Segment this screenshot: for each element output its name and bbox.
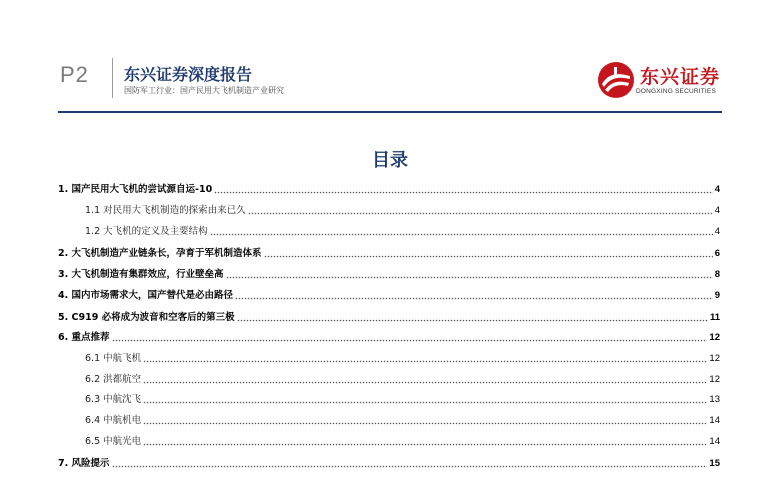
toc-entry[interactable] bbox=[58, 242, 720, 260]
toc-entry[interactable] bbox=[58, 452, 720, 470]
toc-entry-page: 9 bbox=[714, 290, 720, 301]
toc-entry-page: 8 bbox=[714, 269, 720, 280]
toc-dot-leader bbox=[214, 186, 713, 194]
toc-dot-leader bbox=[112, 334, 708, 342]
page-number: P2 bbox=[60, 62, 89, 87]
toc-dot-leader bbox=[237, 314, 708, 322]
toc-title: 目录 bbox=[372, 150, 408, 171]
toc-entry-label: 1.1 对民用大飞机制造的探索由来已久 bbox=[85, 205, 246, 216]
toc-entry[interactable] bbox=[85, 199, 720, 217]
toc-entry-page: 4 bbox=[714, 226, 720, 237]
toc-dot-leader bbox=[264, 250, 713, 258]
toc-entry-page: 15 bbox=[709, 458, 720, 469]
toc-entry[interactable] bbox=[85, 388, 720, 406]
logo-emblem-icon bbox=[596, 60, 636, 100]
toc-entry-label: 2. 大飞机制造产业链条长，孕育于军机制造体系 bbox=[58, 248, 262, 259]
toc-entry-label: 5. C919 必将成为波音和空客后的第三极 bbox=[58, 312, 235, 323]
toc-entry[interactable] bbox=[58, 326, 720, 344]
toc-dot-leader bbox=[143, 376, 707, 384]
toc-entry[interactable] bbox=[85, 430, 720, 448]
toc-entry[interactable] bbox=[58, 306, 720, 324]
toc-entry-label: 4. 国内市场需求大，国产替代是必由路径 bbox=[58, 290, 234, 301]
header-rule bbox=[58, 111, 722, 113]
report-header bbox=[0, 0, 780, 120]
toc-dot-leader bbox=[210, 228, 713, 236]
toc-entry-label: 1. 国产民用大飞机的尝试源自运-10 bbox=[58, 184, 213, 195]
report-subtitle: 国防军工行业：国产民用大飞机制造产业研究 bbox=[124, 86, 284, 95]
toc-dot-leader bbox=[143, 396, 707, 404]
report-title: 东兴证券深度报告 bbox=[124, 65, 253, 84]
toc-dot-leader bbox=[226, 271, 713, 279]
toc-entry-label: 6.4 中航机电 bbox=[85, 415, 142, 426]
toc-entry-label: 6.2 洪都航空 bbox=[85, 374, 142, 385]
toc-entry-page: 11 bbox=[709, 312, 720, 323]
toc-entry[interactable] bbox=[85, 220, 720, 238]
toc-entry-label: 7. 风险提示 bbox=[58, 458, 110, 469]
toc-entry[interactable] bbox=[58, 263, 720, 281]
toc-entry-page: 12 bbox=[709, 332, 720, 343]
toc-entry[interactable] bbox=[85, 409, 720, 427]
logo-text-en: DONGXING SECURITIES bbox=[636, 88, 717, 95]
toc-entry[interactable] bbox=[85, 368, 720, 386]
toc-entry-page: 6 bbox=[714, 248, 720, 259]
toc-entry-label: 6. 重点推荐 bbox=[58, 332, 110, 343]
header-divider bbox=[112, 58, 113, 98]
toc-entry-page: 4 bbox=[714, 205, 720, 216]
toc-entry-page: 13 bbox=[709, 394, 720, 405]
toc-entry-page: 4 bbox=[714, 184, 720, 195]
toc-dot-leader bbox=[248, 207, 713, 215]
toc-dot-leader bbox=[235, 292, 713, 300]
toc-entry-label: 6.5 中航光电 bbox=[85, 436, 142, 447]
toc-dot-leader bbox=[143, 355, 707, 363]
toc-entry-label: 1.2 大飞机的定义及主要结构 bbox=[85, 226, 208, 237]
toc-entry[interactable] bbox=[85, 347, 720, 365]
toc-entry-page: 14 bbox=[709, 436, 720, 447]
logo-text-cn: 东兴证券 bbox=[640, 66, 721, 88]
toc-entry-label: 3. 大飞机制造有集群效应，行业壁垒高 bbox=[58, 269, 224, 280]
toc-entry[interactable] bbox=[58, 178, 720, 196]
toc-entry-page: 12 bbox=[709, 353, 720, 364]
company-logo bbox=[596, 58, 726, 102]
toc-dot-leader bbox=[143, 417, 707, 425]
toc-dot-leader bbox=[143, 438, 707, 446]
toc-dot-leader bbox=[112, 460, 708, 468]
toc-entry-label: 6.1 中航飞机 bbox=[85, 353, 142, 364]
toc-entry[interactable] bbox=[58, 284, 720, 302]
toc-entry-page: 12 bbox=[709, 374, 720, 385]
toc-entry-page: 14 bbox=[709, 415, 720, 426]
toc-entry-label: 6.3 中航沈飞 bbox=[85, 394, 142, 405]
